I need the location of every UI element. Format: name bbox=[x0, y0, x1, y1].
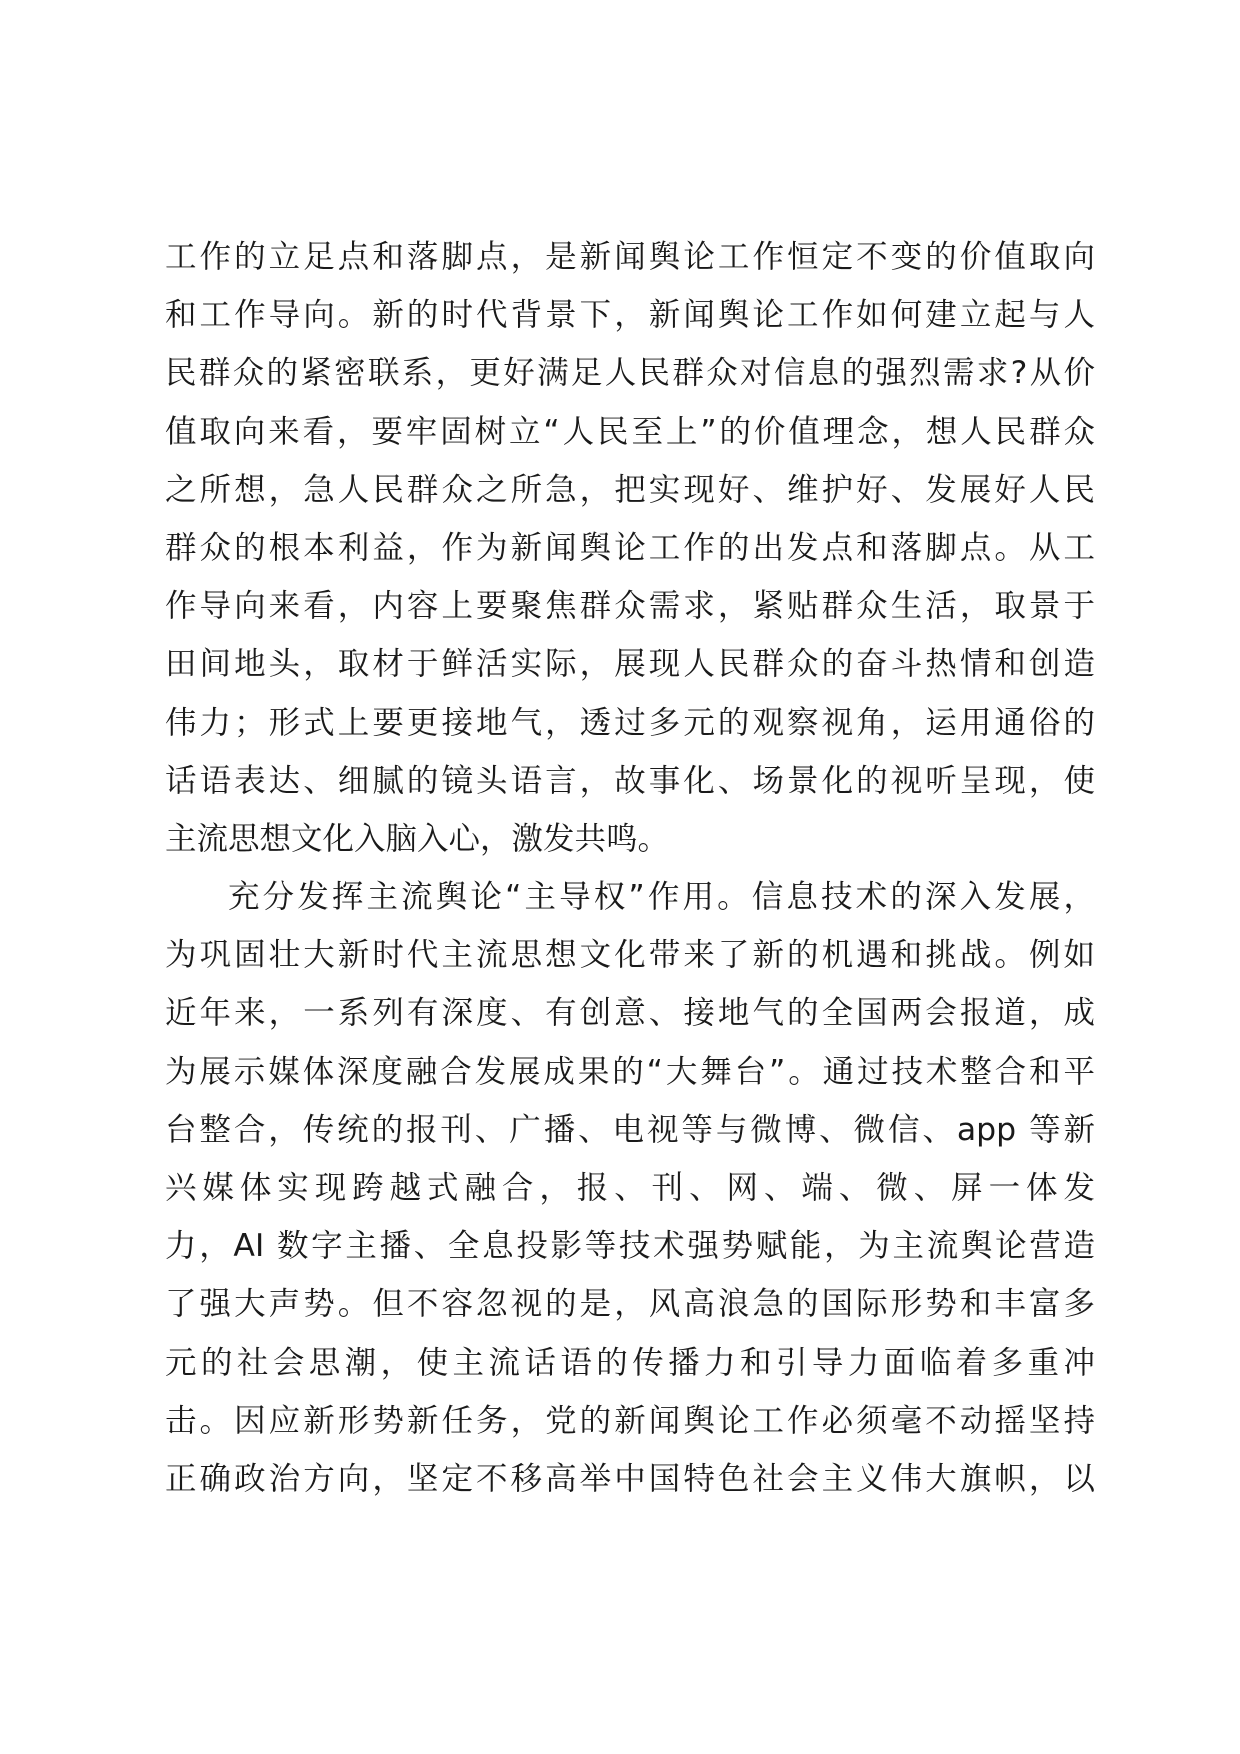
text-line: 作导向来看，内容上要聚焦群众需求，紧贴群众生活，取景于 bbox=[165, 588, 1095, 625]
text-line: 民群众的紧密联系，更好满足人民群众对信息的强烈需求?从价 bbox=[165, 355, 1095, 392]
text-line: 群众的根本利益，作为新闻舆论工作的出发点和落脚点。从工 bbox=[165, 529, 1095, 566]
text-line: 近年来，一系列有深度、有创意、接地气的全国两会报道，成 bbox=[165, 995, 1095, 1032]
text-line: 台整合，传统的报刊、广播、电视等与微博、微信、app 等新 bbox=[165, 1111, 1095, 1148]
text-line: 伟力；形式上要更接地气，透过多元的观察视角，运用通俗的 bbox=[165, 704, 1095, 741]
text-line: 兴媒体实现跨越式融合，报、刊、网、端、微、屏一体发 bbox=[165, 1170, 1095, 1206]
text-line: 值取向来看，要牢固树立“人民至上”的价值理念，想人民群众 bbox=[165, 413, 1095, 450]
text-line: 话语表达、细腻的镜头语言，故事化、场景化的视听呈现，使 bbox=[165, 762, 1095, 799]
text-line: 为展示媒体深度融合发展成果的“大舞台”。通过技术整合和平 bbox=[165, 1053, 1095, 1090]
text-line: 工作的立足点和落脚点，是新闻舆论工作恒定不变的价值取向 bbox=[165, 239, 1095, 275]
text-line: 之所想，急人民群众之所急，把实现好、维护好、发展好人民 bbox=[165, 471, 1095, 508]
text-line: 和工作导向。新的时代背景下，新闻舆论工作如何建立起与人 bbox=[165, 297, 1095, 334]
body-text bbox=[165, 228, 1095, 1508]
text-line-paragraph-start: 充分发挥主流舆论“主导权”作用。信息技术的深入发展， bbox=[228, 879, 1095, 916]
text-line: 击。因应新形势新任务，党的新闻舆论工作必须毫不动摇坚持 bbox=[165, 1402, 1095, 1439]
text-line: 元的社会思潮，使主流话语的传播力和引导力面临着多重冲 bbox=[165, 1344, 1095, 1381]
text-line: 正确政治方向，坚定不移高举中国特色社会主义伟大旗帜，以 bbox=[165, 1460, 1095, 1497]
text-line-paragraph-end: 主流思想文化入脑入心，激发共鸣。 bbox=[165, 820, 670, 857]
text-line: 田间地头，取材于鲜活实际，展现人民群众的奋斗热情和创造 bbox=[165, 646, 1095, 683]
text-line: 为巩固壮大新时代主流思想文化带来了新的机遇和挑战。例如 bbox=[165, 937, 1095, 974]
text-line: 了强大声势。但不容忽视的是，风高浪急的国际形势和丰富多 bbox=[165, 1286, 1095, 1323]
text-line: 力，AI 数字主播、全息投影等技术强势赋能，为主流舆论营造 bbox=[165, 1228, 1095, 1265]
